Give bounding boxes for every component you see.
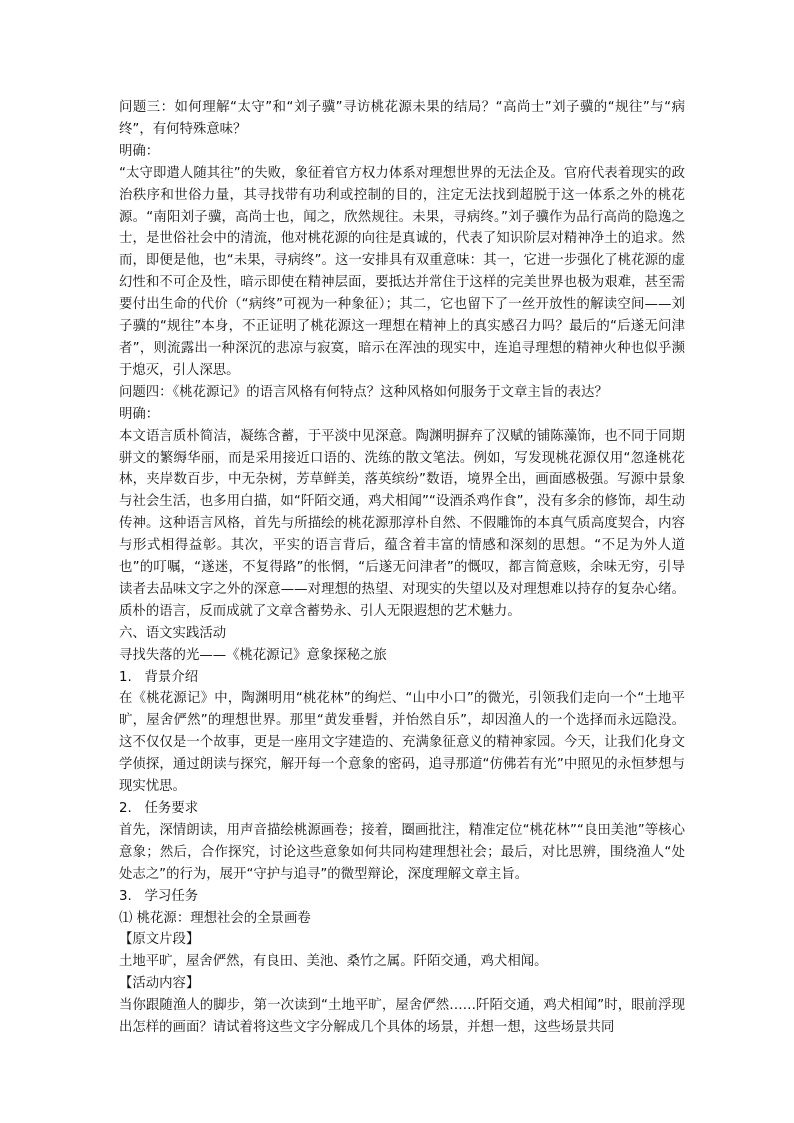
activity-content-label: 【活动内容】 [119,976,200,992]
subsection-title-requirements: 2. 任务要求 [119,801,199,816]
document-body [119,97,685,1039]
original-excerpt-text: 土地平旷，屋舍俨然，有良田、美池、桑竹之属。阡陌交通，鸡犬相闻。 [119,954,548,970]
original-excerpt-label: 【原文片段】 [119,932,200,948]
answer-3: “太守即遣人随其往”的失败，象征着官方权力体系对理想世界的无法企及。官府代表着现实的政治秩序和世俗力量，其寻找带有功利或控制的目的，注定无法找到超脱于这一体系之外的桃花源。“南阳刘子骥，高尚士也，闻之，欣然规往。未果，寻病终。”刘子骥作为品行高尚的隐逸之士，是世俗社会中的清流，他对桃花源的向往是真诚的，代表了知识阶层对精神净土的追求。然而，即便是他，也“未果，寻病终”。这一安排具有双重意味：其一，它进一步强化了桃花源的虚幻性和不可企及性，暗示即使在精神层面，要抵达并常住于这样的完美世界也极为艰难，甚至需要付出生命的代价（“病终”可视为一种象征）；其二，它也留下了一丝开放性的解读空间——刘子骥的“规往”本身，不正证明了桃花源这一理想在精神上的真实感召力吗？最后的“后遂无问津者”，则流露出一种深沉的悲凉与寂寞，暗示在浑浊的现实中，连追寻理想的精神火种也似乎濒于熄灭，引人深思。 [119,165,685,378]
requirements-text: 首先，深情朗读，用声音描绘桃源画卷；接着，圈画批注，精准定位“桃花林”“良田美池”等核心意象；然后，合作探究，讨论这些意象如何共同构建理想社会；最后，对比思辨，围绕渔人“处处志之”的行为，展开“守护与追寻”的微型辩论，深度理解文章主旨。 [119,822,685,882]
activity-content-text: 当你跟随渔人的脚步，第一次读到“土地平旷，屋舍俨然……阡陌交通，鸡犬相闻”时，眼前浮现出怎样的画面？请试着将这些文字分解成几个具体的场景，并想一想，这些场景共同 [119,998,685,1036]
background-text: 在《桃花源记》中，陶渊明用“桃花林”的绚烂、“山中小口”的微光，引领我们走向一个“土地平旷，屋舍俨然”的理想世界。那里“黄发垂髫，并怡然自乐”，却因渔人的一个选择而永远隐没。这不仅仅是一个故事，更是一座用文字建造的、充满象征意义的精神家园。今天，让我们化身文学侦探，通过朗读与探究，解开每一个意象的密码，追寻那道“仿佛若有光”中照见的永恒梦想与现实忧思。 [119,691,685,795]
task-1-title: ⑴ 桃花源：理想社会的全景画卷 [119,910,311,926]
subsection-title-background: 1. 背景介绍 [119,669,199,685]
question-4: 问题四：《桃花源记》的语言风格有何特点？这种风格如何服务于文章主旨的表达？ [119,384,608,400]
answer-label: 明确： [119,143,160,159]
activity-subtitle: 寻找失落的光——《桃花源记》意象探秘之旅 [119,647,387,663]
subsection-title-tasks: 3. 学习任务 [119,888,199,904]
answer-4: 本文语言质朴简洁，凝练含蓄，于平淡中见深意。陶渊明摒弃了汉赋的铺陈藻饰，也不同于同期骈文的繁缛华丽，而是采用接近口语的、洗练的散文笔法。例如，写发现桃花源仅用“忽逢桃花林，夹岸数百步，中无杂树，芳草鲜美，落英缤纷”数语，境界全出，画面感极强。写源中景象与社会生活，也多用白描，如“阡陌交通，鸡犬相闻”“设酒杀鸡作食”，没有多余的修饰，却生动传神。这种语言风格，首先与所描绘的桃花源那淳朴自然、不假雕饰的本真气质高度契合，内容与形式相得益彰。其次，平实的语言背后，蕴含着丰富的情感和深刻的思想。“不足为外人道也”的叮嘱，“遂迷，不复得路”的怅惘，“后遂无问津者”的慨叹，都言简意赅，余味无穷，引导读者去品味文字之外的深意——对理想的热望、对现实的失望以及对理想难以持存的复杂心绪。质朴的语言，反而成就了文章含蓄势永、引人无限遐想的艺术魅力。 [119,428,685,619]
section-heading: 六、语文实践活动 [119,625,227,641]
question-3: 问题三：如何理解“太守”和“刘子骥”寻访桃花源未果的结局？“高尚士”刘子骥的“规往”与“病终”，有何特殊意味？ [119,100,685,137]
answer-label: 明确： [119,406,160,422]
